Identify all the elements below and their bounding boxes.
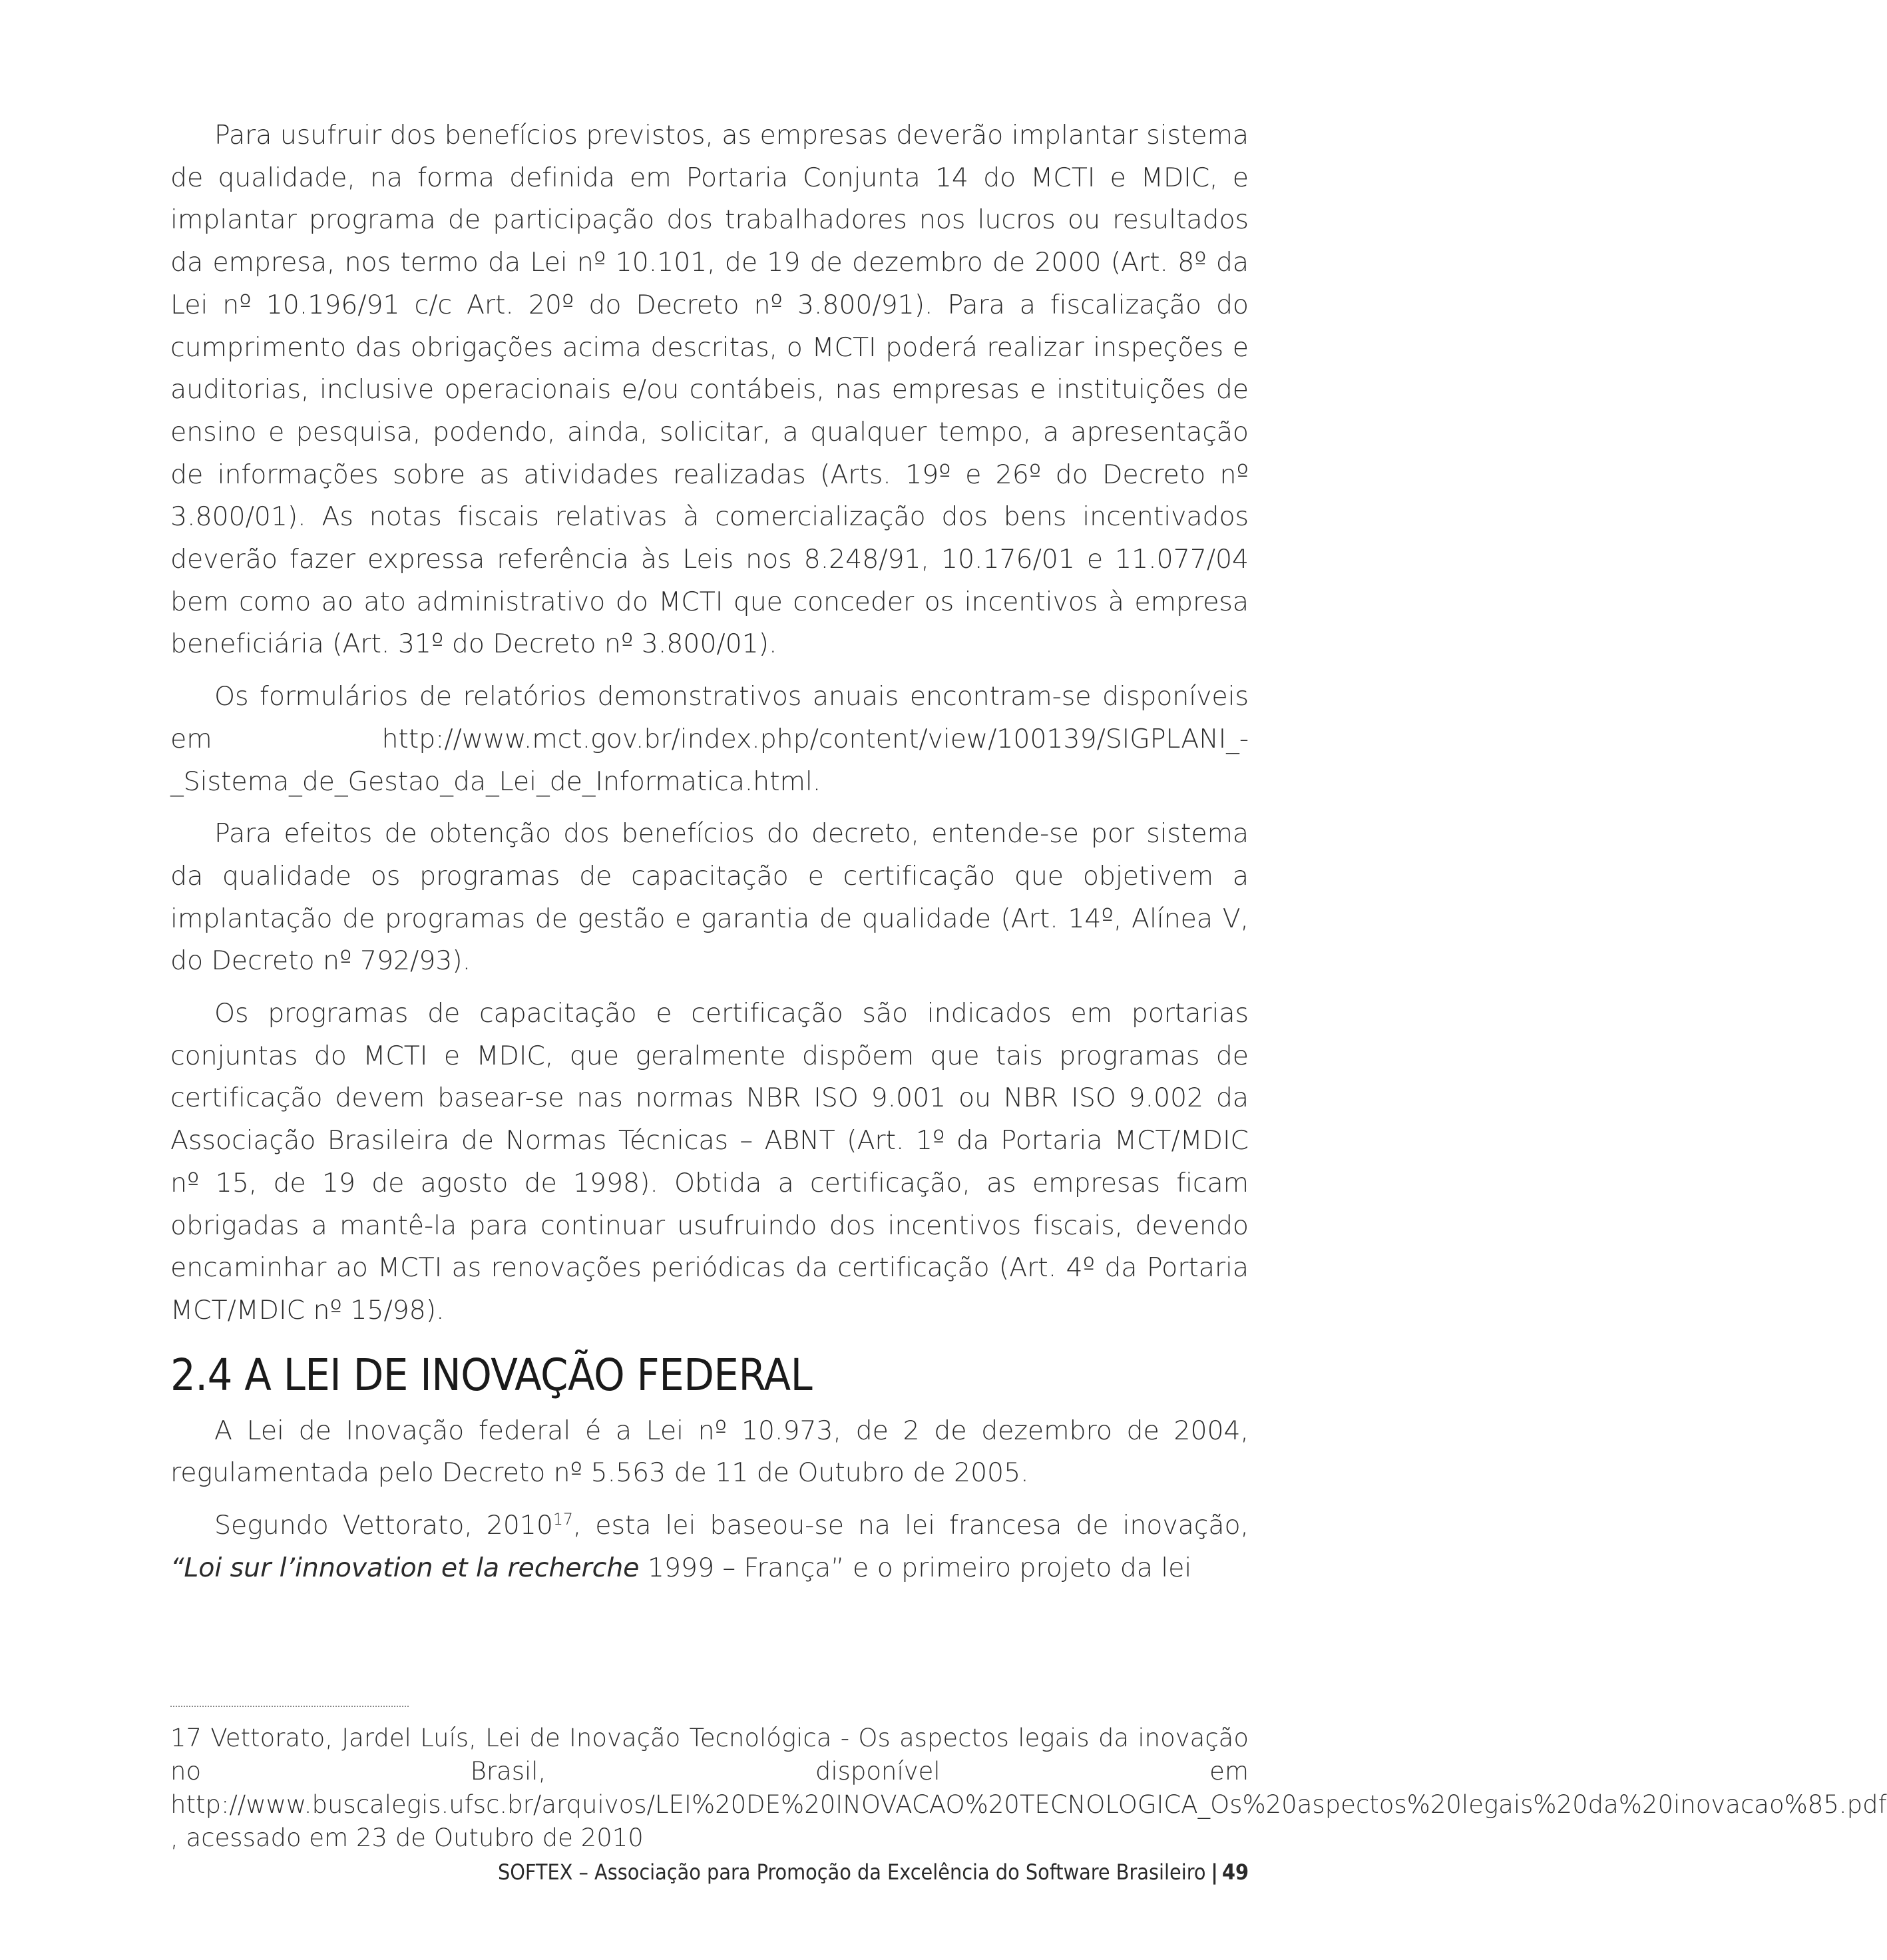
section-heading: 2.4 A LEI DE INOVAÇÃO FEDERAL <box>170 1349 813 1401</box>
vettorato-text-start: Segundo Vettorato, 2010 <box>214 1510 553 1541</box>
footer-publisher: SOFTEX – Associação para Promoção da Excelência do Software Brasileiro <box>497 1859 1206 1885</box>
paragraph-vettorato <box>170 1505 1249 1589</box>
main-content <box>170 115 1249 1600</box>
paragraph-forms: Os formulários de relatórios demonstrativos anuais encontram-se disponíveis em http://www.mct.gov.br/index.php/content/view/100139/SIGPLANI_-_Sistema_de_Gestao_da_Lei_de_Informatica.html. <box>170 681 1249 797</box>
footnote-divider <box>170 1706 409 1707</box>
vettorato-text-middle: , esta lei baseou-se na lei francesa de inovação, <box>572 1510 1249 1541</box>
paragraph-quality-system: Para efeitos de obtenção dos benefícios do decreto, entende-se por sistema da qualidade os programas de capacitação e certificação que objetivem a implantação de programas de gestão e garantia de qualidade (Art. 14º, Alínea V, do Decreto nº 792/93). <box>170 818 1249 977</box>
french-law-title: “Loi sur l’innovation et la recherche <box>170 1552 640 1583</box>
footnote-reference: 17 <box>552 1509 573 1529</box>
paragraph-innovation-law: A Lei de Inovação federal é a Lei nº 10.973, de 2 de dezembro de 2004, regulamentada pelo Decreto nº 5.563 de 11 de Outubro de 2005. <box>170 1415 1249 1489</box>
paragraph-benefits: Para usufruir dos benefícios previstos, as empresas deverão implantar sistema de qualidade, na forma definida em Portaria Conjunta 14 do MCTI e MDIC, e implantar programa de participação dos trabalhadores nos lucros ou resultados da empresa, nos termo da Lei nº 10.101, de 19 de dezembro de 2000 (Art. 8º da Lei nº 10.196/91 c/c Art. 20º do Decreto nº 3.800/91). Para a fiscalização do cumprimento das obrigações acima descritas, o MCTI poderá realizar inspeções e auditorias, inclusive operacionais e/ou contábeis, nas empresas e instituições de ensino e pesquisa, podendo, ainda, solicitar, a qualquer tempo, a apresentação de informações sobre as atividades realizadas (Arts. 19º e 26º do Decreto nº 3.800/01). As notas fiscais relativas à comercialização dos bens incentivados deverão fazer expressa referência às Leis nos 8.248/91, 10.176/01 e 11.077/04 bem como ao ato administrativo do MCTI que conceder os incentivos à empresa beneficiária (Art. 31º do Decreto nº 3.800/01). <box>170 120 1249 660</box>
footnote: 17 Vettorato, Jardel Luís, Lei de Inovação Tecnológica - Os aspectos legais da inovação no Brasil, disponível em http://www.buscalegis.ufsc.br/arquivos/LEI%20DE%20INOVACAO%20TECNOLOGICA_Os%20aspectos%20legais%20da%20inovacao%85.pdf , acessado em 23 de Outubro de 2010 <box>170 1724 1887 1852</box>
footer-separator: | <box>1211 1859 1218 1885</box>
paragraph-certification: Os programas de capacitação e certificação são indicados em portarias conjuntas do MCTI e MDIC, que geralmente dispõem que tais programas de certificação devem basear-se nas normas NBR ISO 9.001 ou NBR ISO 9.002 da Associação Brasileira de Normas Técnicas – ABNT (Art. 1º da Portaria MCT/MDIC nº 15, de 19 de agosto de 1998). Obtida a certificação, as empresas ficam obrigadas a mantê-la para continuar usufruindo dos incentivos fiscais, devendo encaminhar ao MCTI as renovações periódicas da certificação (Art. 4º da Portaria MCT/MDIC nº 15/98). <box>170 998 1249 1326</box>
vettorato-text-end: 1999 – França” e o primeiro projeto da lei <box>639 1552 1192 1583</box>
page-footer <box>498 1859 1249 1885</box>
page-number: 49 <box>1221 1859 1249 1885</box>
